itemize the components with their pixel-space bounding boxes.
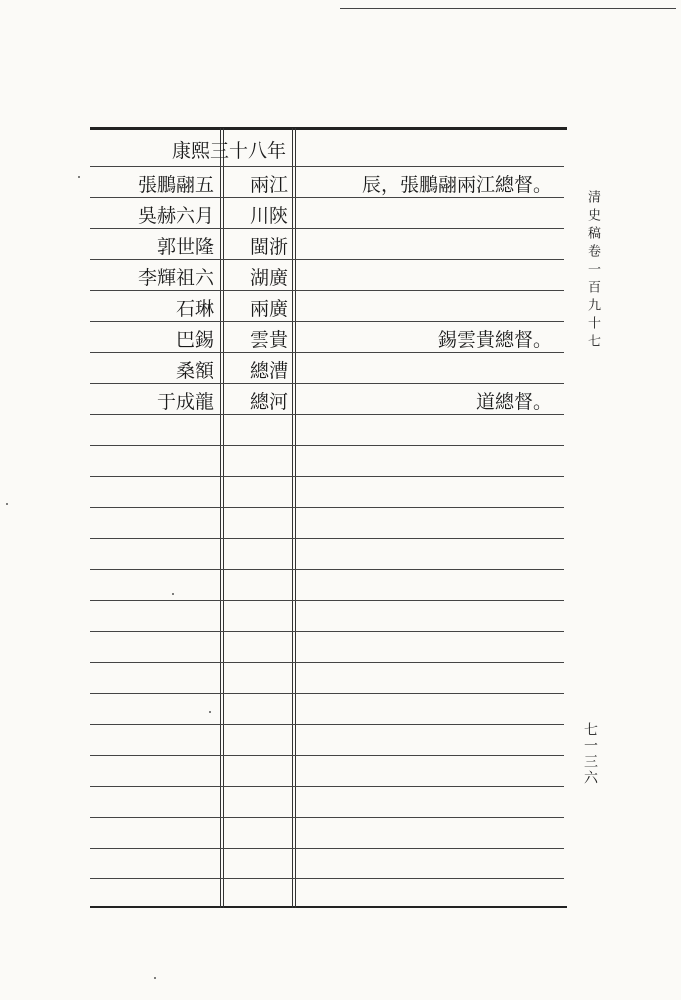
table-top-rule [90, 127, 567, 130]
column-divider-2 [292, 128, 293, 908]
book-title: 清史稿卷一百九十七 [585, 190, 600, 352]
print-speck [154, 977, 156, 979]
print-speck [209, 711, 211, 713]
event-8: 道總督。 [475, 391, 552, 413]
row-rule [90, 197, 564, 198]
post-1: 兩江 [249, 174, 288, 196]
year-heading: 康熙三十八年 [171, 140, 286, 162]
official-2: 吳赫六月 [137, 205, 214, 227]
print-speck [78, 176, 80, 178]
row-rule [90, 600, 564, 601]
row-rule [90, 848, 564, 849]
official-4: 李輝祖六 [137, 267, 214, 289]
official-1: 張鵬翮五 [137, 174, 214, 196]
row-rule [90, 476, 564, 477]
row-rule [90, 321, 564, 322]
table-bottom-rule [90, 906, 567, 908]
official-5: 石琳 [175, 298, 214, 320]
official-7: 桑額 [175, 360, 214, 382]
row-rule [90, 786, 564, 787]
top-rule [340, 8, 676, 9]
page-number: 七一三六 [582, 722, 598, 786]
row-rule [90, 817, 564, 818]
official-8: 于成龍 [156, 391, 214, 413]
event-6: 錫雲貴總督。 [437, 329, 552, 351]
event-1: 辰，張鵬翮兩江總督。 [361, 174, 552, 196]
column-divider-1b [223, 128, 224, 908]
row-rule [90, 631, 564, 632]
row-rule [90, 259, 564, 260]
row-rule [90, 383, 564, 384]
post-4: 湖廣 [249, 267, 288, 289]
row-rule [90, 166, 564, 167]
row-rule [90, 352, 564, 353]
print-speck [6, 503, 8, 505]
post-2: 川陝 [249, 205, 288, 227]
post-6: 雲貴 [249, 329, 288, 351]
official-3: 郭世隆 [156, 236, 214, 258]
post-8: 總河 [249, 391, 288, 413]
row-rule [90, 228, 564, 229]
row-rule [90, 662, 564, 663]
row-rule [90, 445, 564, 446]
row-rule [90, 414, 564, 415]
column-divider-2b [295, 128, 296, 908]
post-3: 閩浙 [249, 236, 288, 258]
row-rule [90, 755, 564, 756]
print-speck [172, 593, 174, 595]
row-rule [90, 538, 564, 539]
column-divider-1 [220, 128, 221, 908]
official-6: 巴錫 [175, 329, 214, 351]
post-5: 兩廣 [249, 298, 288, 320]
row-rule [90, 569, 564, 570]
row-rule [90, 693, 564, 694]
row-rule [90, 290, 564, 291]
post-7: 總漕 [249, 360, 288, 382]
row-rule [90, 878, 564, 879]
row-rule [90, 724, 564, 725]
row-rule [90, 507, 564, 508]
